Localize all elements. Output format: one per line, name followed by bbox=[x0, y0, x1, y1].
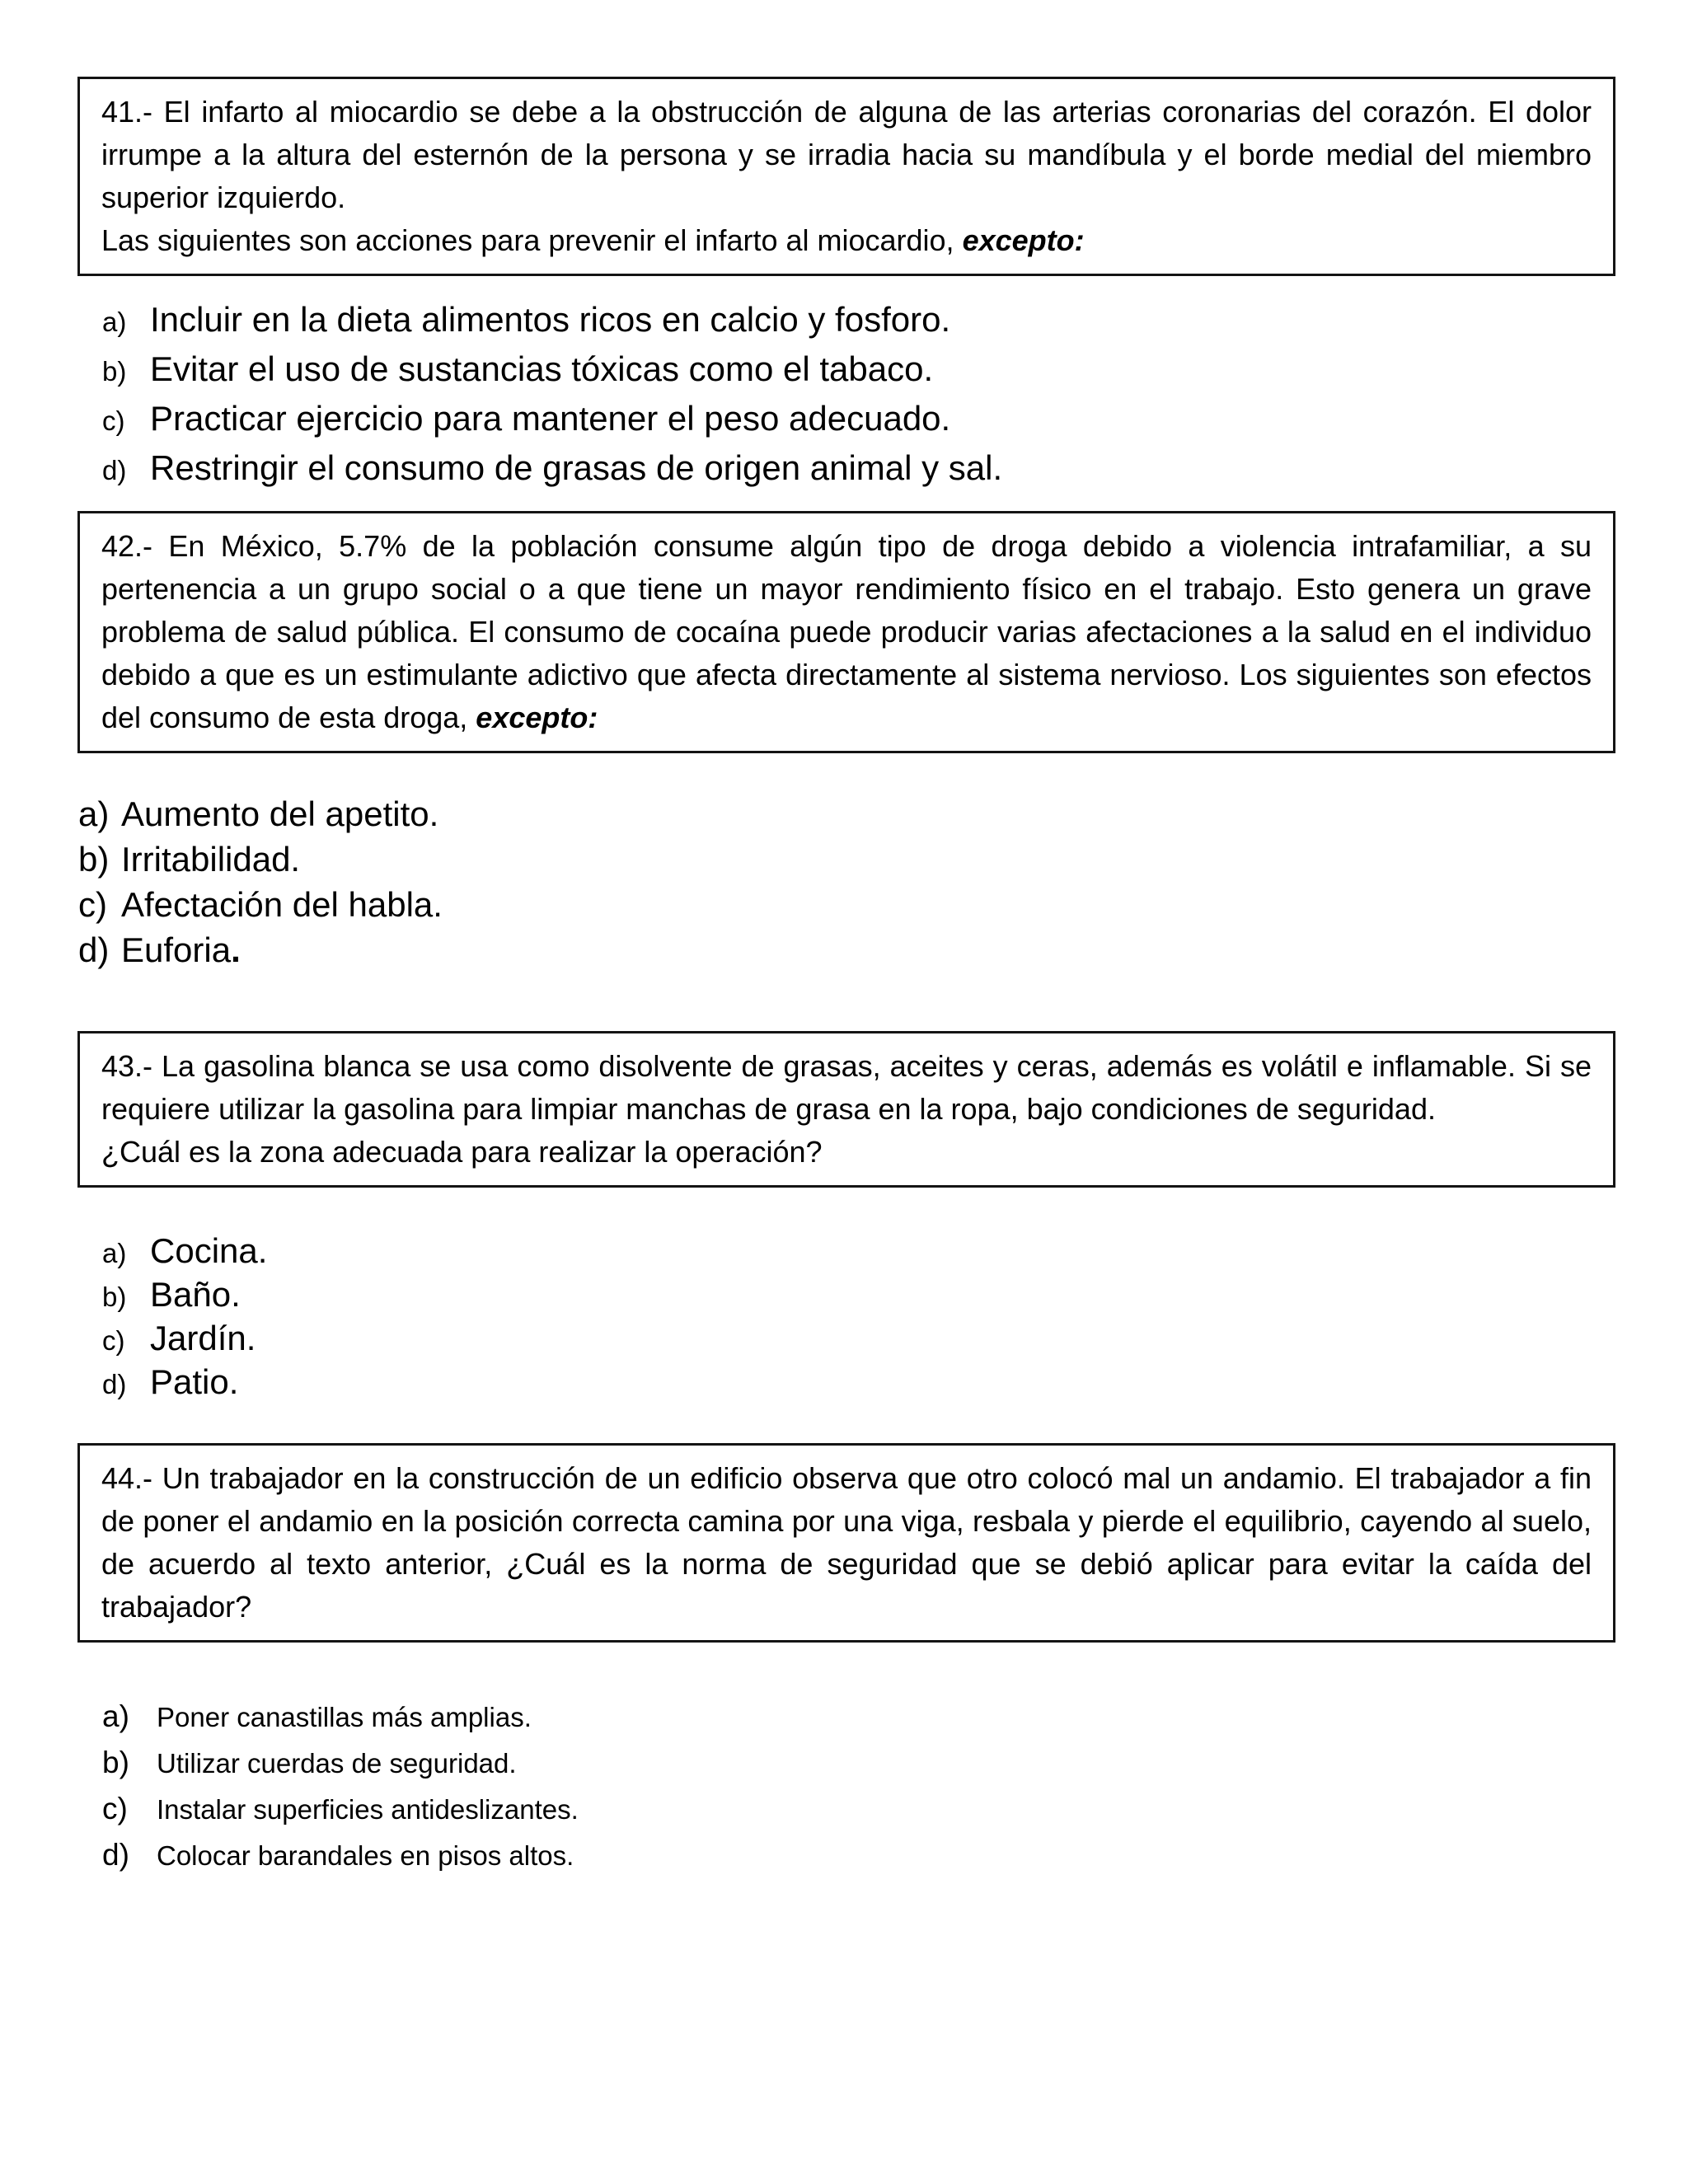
question-41-options bbox=[102, 296, 1688, 494]
question-43-prompt-text: ¿Cuál es la zona adecuada para realizar la operación? bbox=[101, 1135, 823, 1169]
question-42 bbox=[0, 511, 1688, 972]
option-42-b-label: b) bbox=[78, 840, 110, 879]
option-43-d bbox=[102, 1361, 1688, 1405]
option-42-c bbox=[78, 882, 1688, 927]
option-42-c-text: Afectación del habla. bbox=[121, 885, 443, 924]
option-42-a bbox=[78, 791, 1688, 837]
question-41 bbox=[0, 77, 1688, 494]
question-41-prompt-emphasis: excepto: bbox=[962, 223, 1085, 257]
question-41-stem-text: 41.- El infarto al miocardio se debe a la obstrucción de alguna de las arterias coronarias del corazón. El dolor irrumpe a la altura del esternón de la persona y se irradia hacia su mandíbula y el borde medial del miembro superior izquierdo. bbox=[101, 95, 1592, 214]
option-41-a-text: Incluir en la dieta alimentos ricos en calcio y fosforo. bbox=[150, 300, 951, 339]
question-43-stem bbox=[101, 1045, 1592, 1131]
option-41-b-text: Evitar el uso de sustancias tóxicas como el tabaco. bbox=[150, 349, 934, 388]
option-42-d-text bbox=[121, 927, 1688, 972]
option-44-b-text: Utilizar cuerdas de seguridad. bbox=[157, 1748, 517, 1779]
option-41-c bbox=[102, 395, 1688, 444]
option-43-c bbox=[102, 1318, 1688, 1361]
option-42-d-label: d) bbox=[78, 930, 110, 969]
question-42-stem-text: 42.- En México, 5.7% de la población consume algún tipo de droga debido a violencia intrafamiliar, a su pertenencia a un grupo social o a que tiene un mayor rendimiento físico en el trabajo. Esto genera un grave problema de salud pública. El consumo de cocaína puede producir varias afectaciones a la salud en el individuo debido a que es un estimulante adictivo que afecta directamente al sistema nervioso. Los siguientes son efectos del consumo de esta droga, bbox=[101, 529, 1592, 734]
option-41-b-label: b) bbox=[102, 356, 127, 387]
question-44-options bbox=[102, 1694, 1688, 1878]
option-41-d-label: d) bbox=[102, 455, 127, 485]
question-43-box bbox=[77, 1031, 1615, 1188]
question-41-box bbox=[77, 77, 1615, 276]
option-41-c-label: c) bbox=[102, 405, 125, 436]
option-43-b bbox=[102, 1274, 1688, 1318]
option-41-d bbox=[102, 444, 1688, 494]
option-44-c-text: Instalar superficies antideslizantes. bbox=[157, 1794, 579, 1825]
question-43 bbox=[0, 1031, 1688, 1405]
option-44-d bbox=[102, 1832, 1688, 1878]
option-43-b-label: b) bbox=[102, 1282, 127, 1312]
option-44-c-label: c) bbox=[102, 1792, 128, 1825]
question-44-box bbox=[77, 1443, 1615, 1643]
question-41-prompt bbox=[101, 219, 1592, 262]
question-43-stem-text: 43.- La gasolina blanca se usa como disolvente de grasas, aceites y ceras, además es volátil e inflamable. Si se requiere utilizar la gasolina para limpiar manchas de grasa en la ropa, bajo condiciones de seguridad. bbox=[101, 1049, 1592, 1126]
option-44-d-label: d) bbox=[102, 1838, 129, 1872]
option-42-b-text: Irritabilidad. bbox=[121, 840, 301, 879]
option-44-a-label: a) bbox=[102, 1699, 129, 1733]
question-43-prompt bbox=[101, 1131, 1592, 1174]
option-43-c-text: Jardín. bbox=[150, 1319, 256, 1357]
option-42-a-label: a) bbox=[78, 794, 110, 833]
question-41-stem bbox=[101, 91, 1592, 219]
option-42-d bbox=[78, 927, 1688, 972]
question-44-stem-text: 44.- Un trabajador en la construcción de un edificio observa que otro colocó mal un andamio. El trabajador a fin de poner el andamio en la posición correcta camina por una viga, resbala y pierde el equilibrio, cayendo al suelo, de acuerdo al texto anterior, ¿Cuál es la norma de seguridad que se debió aplicar para evitar la caída del trabajador? bbox=[101, 1461, 1592, 1624]
question-42-stem-emphasis: excepto: bbox=[476, 701, 598, 734]
question-42-box bbox=[77, 511, 1615, 753]
option-44-b-label: b) bbox=[102, 1746, 129, 1779]
option-44-c bbox=[102, 1786, 1688, 1832]
option-43-d-label: d) bbox=[102, 1369, 127, 1399]
question-44-stem bbox=[101, 1457, 1592, 1629]
question-44 bbox=[0, 1443, 1688, 1878]
option-44-a bbox=[102, 1694, 1688, 1740]
question-43-options bbox=[102, 1230, 1688, 1405]
option-41-c-text: Practicar ejercicio para mantener el peso adecuado. bbox=[150, 399, 951, 438]
option-42-b bbox=[78, 837, 1688, 882]
option-41-b bbox=[102, 345, 1688, 395]
option-43-b-text: Baño. bbox=[150, 1275, 241, 1314]
option-41-a-label: a) bbox=[102, 307, 127, 337]
option-42-a-text: Aumento del apetito. bbox=[121, 794, 439, 833]
option-44-a-text: Poner canastillas más amplias. bbox=[157, 1702, 532, 1732]
option-44-d-text: Colocar barandales en pisos altos. bbox=[157, 1840, 574, 1871]
option-42-d-text-main: Euforia bbox=[121, 930, 232, 969]
question-42-options bbox=[78, 791, 1688, 972]
option-42-d-text-suffix: . bbox=[231, 930, 241, 969]
option-43-d-text: Patio. bbox=[150, 1362, 239, 1401]
option-43-a-label: a) bbox=[102, 1238, 127, 1268]
option-42-c-label: c) bbox=[78, 885, 107, 924]
option-43-a bbox=[102, 1230, 1688, 1274]
option-41-d-text: Restringir el consumo de grasas de origen animal y sal. bbox=[150, 448, 1003, 487]
question-41-prompt-text: Las siguientes son acciones para prevenir el infarto al miocardio, bbox=[101, 223, 963, 257]
question-42-stem bbox=[101, 525, 1592, 739]
option-41-a bbox=[102, 296, 1688, 345]
option-43-a-text: Cocina. bbox=[150, 1231, 268, 1270]
option-44-b bbox=[102, 1740, 1688, 1786]
option-43-c-label: c) bbox=[102, 1325, 125, 1356]
